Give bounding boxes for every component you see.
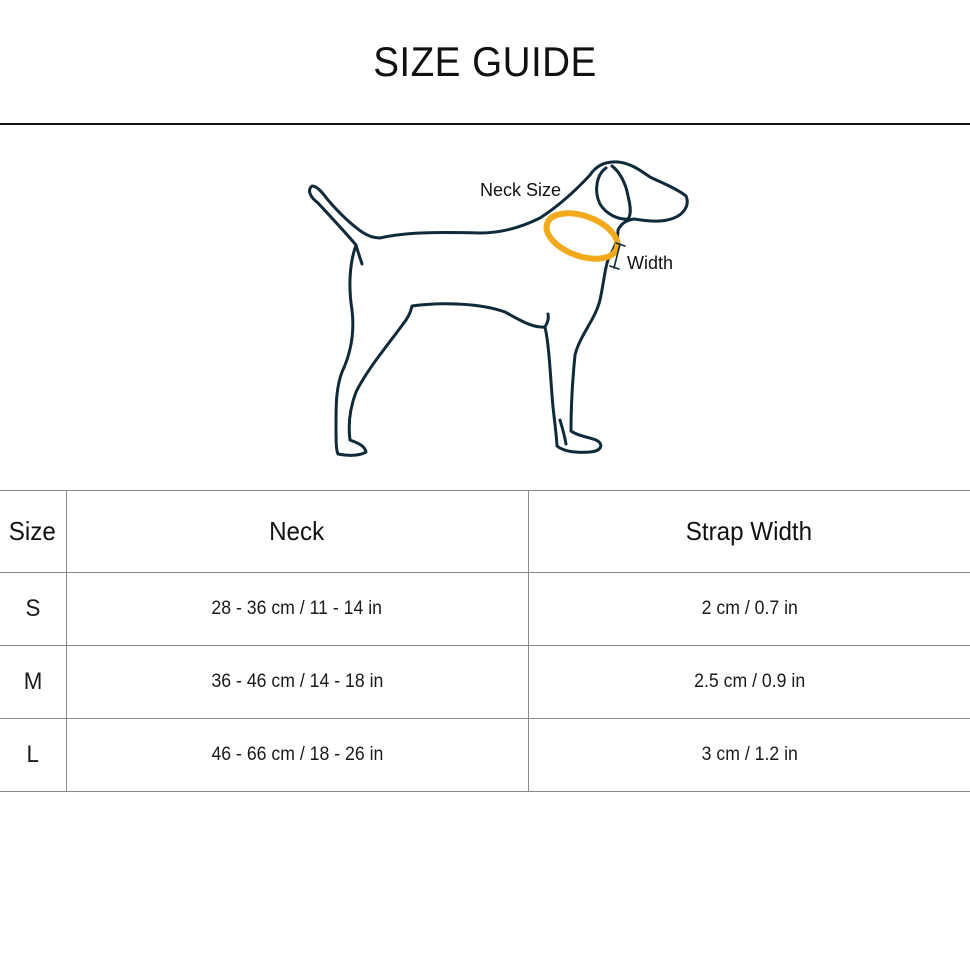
table-row — [0, 646, 970, 719]
strap-width-cell: 2 cm / 0.7 in — [528, 573, 970, 646]
neck-cell: 36 - 46 cm / 14 - 18 in — [66, 646, 528, 719]
table-header-row — [0, 491, 970, 573]
title-divider — [0, 123, 970, 125]
size-cell: S — [0, 573, 66, 646]
page-title: SIZE GUIDE — [373, 38, 597, 85]
size-table — [0, 490, 970, 792]
table-row — [0, 573, 970, 646]
size-cell: L — [0, 719, 66, 792]
header-strap-width: Strap Width — [528, 491, 970, 573]
dog-measurement-diagram — [0, 130, 970, 475]
dog-ear-icon — [597, 166, 631, 219]
strap-width-cell: 3 cm / 1.2 in — [528, 719, 970, 792]
table-row — [0, 719, 970, 792]
header-neck: Neck — [66, 491, 528, 573]
size-cell: M — [0, 646, 66, 719]
neck-cell: 28 - 36 cm / 11 - 14 in — [66, 573, 528, 646]
strap-width-cell: 2.5 cm / 0.9 in — [528, 646, 970, 719]
neck-cell: 46 - 66 cm / 18 - 26 in — [66, 719, 528, 792]
dog-outline-icon — [310, 162, 688, 455]
width-label: Width — [627, 253, 674, 273]
header-size: Size — [0, 491, 66, 573]
neck-size-label: Neck Size — [480, 180, 562, 200]
